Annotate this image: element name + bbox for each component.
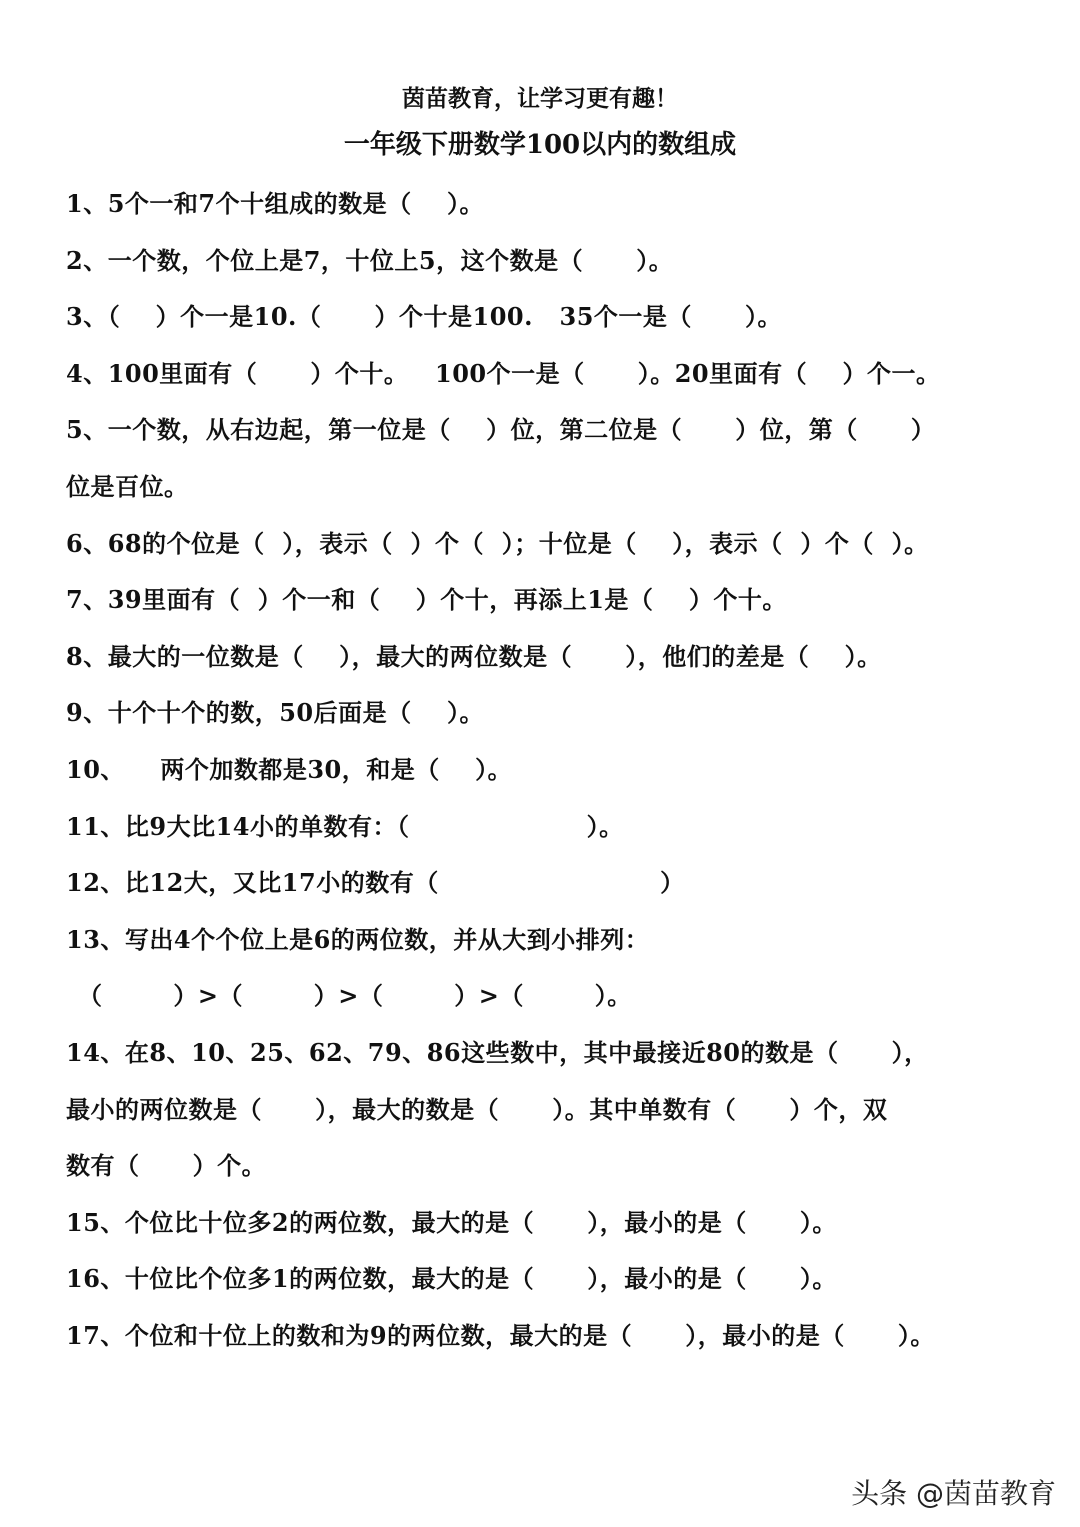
question-13: 13、写出4个个位上是6的两位数，并从大到小排列： [66, 925, 650, 954]
question-14-continued: 最小的两位数是（ ），最大的数是（ ）。其中单数有（ ）个，双 [66, 1095, 888, 1124]
question-2: 2、一个数，个位上是7，十位上5，这个数是（ ）。 [66, 246, 674, 275]
question-6: 6、68的个位是（ ），表示（ ）个（ ）；十位是（ ），表示（ ）个（ ）。 [66, 529, 929, 558]
question-5: 5、一个数，从右边起，第一位是（ ）位，第二位是（ ）位，第（ ） [66, 415, 936, 444]
question-15: 15、个位比十位多2的两位数，最大的是（ ），最小的是（ ）。 [66, 1208, 837, 1237]
question-12: 12、比12大，又比17小的数有（ ） [66, 868, 685, 897]
slogan: 茵苗教育，让学习更有趣！ [402, 85, 678, 112]
question-1: 1、5个一和7个十组成的数是（ ）。 [66, 189, 485, 218]
question-14-end: 数有（ ）个。 [66, 1151, 267, 1180]
question-4: 4、100里面有（ ）个十。 100个一是（ ）。20里面有（ ）个一。 [66, 359, 941, 388]
question-8: 8、最大的一位数是（ ），最大的两位数是（ ），他们的差是（ ）。 [66, 642, 882, 671]
question-10: 10、 两个加数都是30，和是（ ）。 [66, 755, 513, 784]
question-7: 7、39里面有（ ）个一和（ ）个十，再添上1是（ ）个十。 [66, 585, 787, 614]
question-16: 16、十位比个位多1的两位数，最大的是（ ），最小的是（ ）。 [66, 1264, 837, 1293]
watermark: 头条 @茵苗教育 [851, 1477, 1056, 1510]
question-14: 14、在8、10、25、62、79、86这些数中，其中最接近80的数是（ ）， [66, 1038, 929, 1067]
question-5-continued: 位是百位。 [66, 472, 189, 501]
question-17: 17、个位和十位上的数和为9的两位数，最大的是（ ），最小的是（ ）。 [66, 1321, 935, 1350]
question-9: 9、十个十个的数，50后面是（ ）。 [66, 698, 485, 727]
question-13-answer-row: （ ）>（ ）>（ ）>（ ）。 [78, 981, 632, 1010]
question-3: 3、（ ）个一是10.（ ）个十是100. 35个一是（ ）。 [66, 302, 783, 331]
question-11: 11、比9大比14小的单数有：（ ）。 [66, 812, 624, 841]
worksheet-title: 一年级下册数学100以内的数组成 [343, 130, 737, 160]
